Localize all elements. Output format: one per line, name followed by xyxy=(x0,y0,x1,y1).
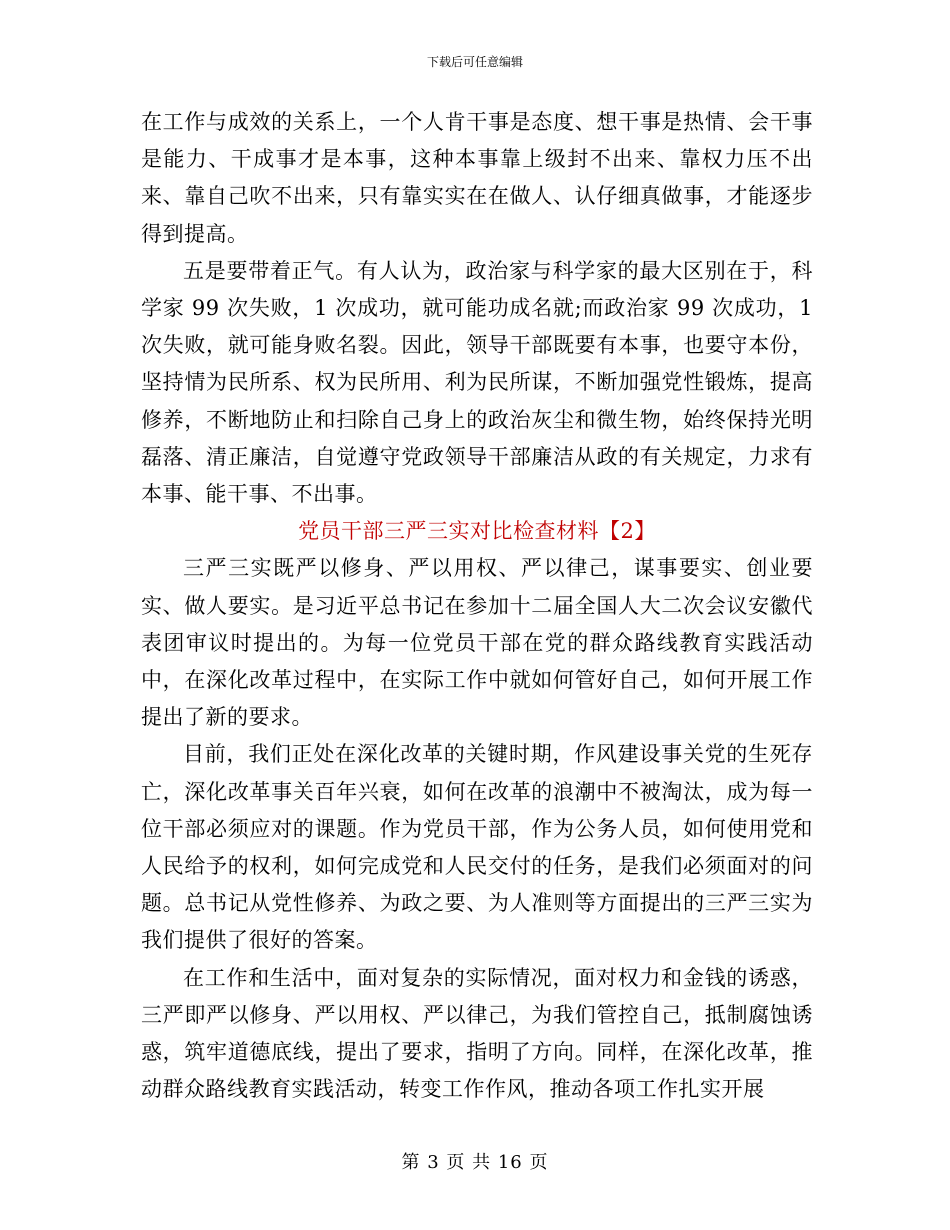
document-body xyxy=(141,104,813,1108)
page-footer: 第 3 页 共 16 页 xyxy=(401,1152,549,1173)
paragraph-2: 五是要带着正气。有人认为，政治家与科学家的最大区别在于，科学家 99 次失败，1 次成功，就可能功成名就;而政治家 99 次成功，1 次失败，就可能身败名裂。因此，领导干部既要有本事，也要守本份，坚持情为民所系、权为民所用、利为民所谋，不断加强党性锻炼，提高修养，不断地防止和扫除自己身上的政治灰尘和微生物，始终保持光明磊落、清正廉洁，自觉遵守党政领导干部廉洁从政的有关规定，力求有本事、能干事、不出事。 xyxy=(141,258,813,507)
page-header: 下载后可任意编辑 xyxy=(426,55,523,69)
paragraph-3: 三严三实既严以修身、严以用权、严以律己，谋事要实、创业要实、做人要实。是习近平总书记在参加十二届全国人大二次会议安徽代表团审议时提出的。为每一位党员干部在党的群众路线教育实践活动中，在深化改革过程中，在实际工作中就如何管好自己，如何开展工作提出了新的要求。 xyxy=(141,556,813,730)
section-title: 党员干部三严三实对比检查材料【2】 xyxy=(298,519,656,544)
paragraph-1: 在工作与成效的关系上，一个人肯干事是态度、想干事是热情、会干事是能力、干成事才是本事，这种本事靠上级封不出来、靠权力压不出来、靠自己吹不出来，只有靠实实在在做人、认仔细真做事，才能逐步得到提高。 xyxy=(141,110,813,246)
paragraph-4: 目前，我们正处在深化改革的关键时期，作风建设事关党的生死存亡，深化改革事关百年兴衰，如何在改革的浪潮中不被淘汰，成为每一位干部必须应对的课题。作为党员干部，作为公务人员，如何使用党和人民给予的权利，如何完成党和人民交付的任务，是我们必须面对的问题。总书记从党性修养、为政之要、为人准则等方面提出的三严三实为我们提供了很好的答案。 xyxy=(141,742,813,953)
paragraph-5: 在工作和生活中，面对复杂的实际情况，面对权力和金钱的诱惑，三严即严以修身、严以用权、严以律己，为我们管控自己，抵制腐蚀诱惑，筑牢道德底线，提出了要求，指明了方向。同样，在深化改革，推动群众路线教育实践活动，转变工作作风，推动各项工作扎实开展 xyxy=(141,965,813,1102)
